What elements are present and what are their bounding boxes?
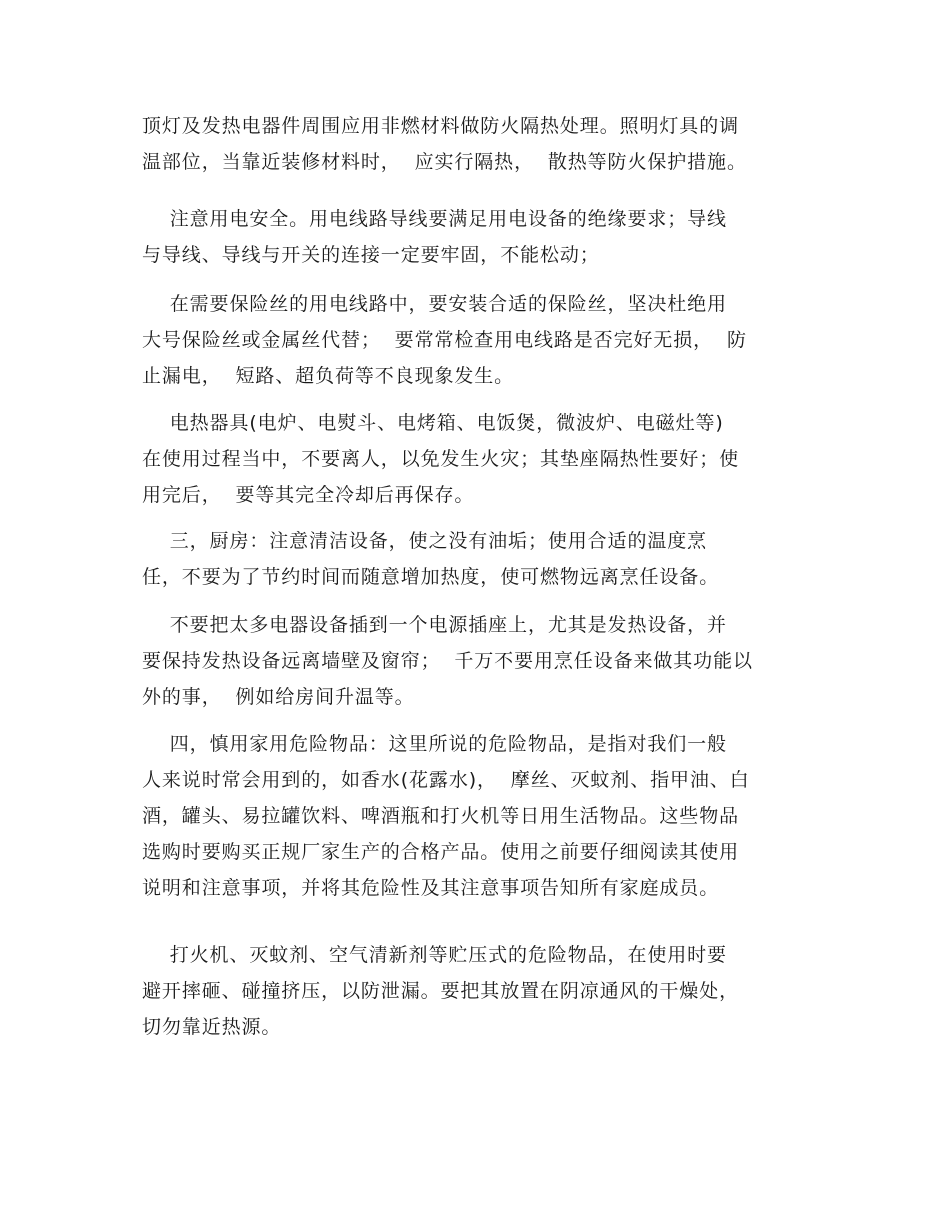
paragraph-line: 人来说时常会用到的，如香水(花露水)， 摩丝、灭蚊剂、指甲油、白	[142, 769, 750, 791]
paragraph-line: 顶灯及发热电器件周围应用非燃材料做防火隔热处理。照明灯具的调	[142, 115, 740, 137]
paragraph-3	[142, 286, 808, 394]
paragraph-8	[142, 937, 808, 1045]
paragraph-4	[142, 405, 808, 513]
paragraph-line: 外的事， 例如给房间升温等。	[142, 686, 415, 708]
paragraph-line: 避开摔砸、碰撞挤压，以防泄漏。要把其放置在阴凉通风的干燥处，	[142, 980, 740, 1002]
paragraph-5	[142, 523, 808, 595]
paragraph-line: 止漏电， 短路、超负荷等不良现象发生。	[142, 365, 515, 387]
paragraph-line: 酒，罐头、易拉罐饮料、啤酒瓶和打火机等日用生活物品。这些物品	[142, 805, 740, 827]
paragraph-line: 在需要保险丝的用电线路中，要安装合适的保险丝，坚决杜绝用	[142, 293, 727, 315]
paragraph-line: 打火机、灭蚊剂、空气清新剂等贮压式的危险物品，在使用时要	[142, 944, 727, 966]
paragraph-line: 不要把太多电器设备插到一个电源插座上，尤其是发热设备，并	[142, 614, 727, 636]
paragraph-line: 切勿靠近热源。	[142, 1016, 282, 1038]
paragraph-line: 电热器具(电炉、电熨斗、电烤箱、电饭煲，微波炉、电磁灶等)	[142, 412, 724, 434]
paragraph-line: 大号保险丝或金属丝代替； 要常常检查用电线路是否完好无损， 防	[142, 329, 747, 351]
paragraph-line: 在使用过程当中，不要离人，以免发生火灾；其垫座隔热性要好；使	[142, 448, 740, 470]
paragraph-7	[142, 726, 808, 906]
paragraph-line: 任，不要为了节约时间而随意增加热度，使可燃物远离烹任设备。	[142, 566, 720, 588]
paragraph-2	[142, 201, 808, 273]
paragraph-1	[142, 108, 808, 180]
paragraph-line: 与导线、导线与开关的连接一定要牢固，不能松动；	[142, 244, 600, 266]
paragraph-line: 注意用电安全。用电线路导线要满足用电设备的绝缘要求；导线	[142, 208, 727, 230]
paragraph-line: 用完后， 要等其完全冷却后再保存。	[142, 484, 475, 506]
paragraph-line: 要保持发热设备远离墙壁及窗帘； 千万不要用烹任设备来做其功能以	[142, 650, 753, 672]
paragraph-6	[142, 607, 808, 715]
paragraph-line: 说明和注意事项，并将其危险性及其注意事项告知所有家庭成员。	[142, 877, 720, 899]
paragraph-line: 三，厨房：注意清洁设备，使之没有油垢；使用合适的温度烹	[142, 530, 708, 552]
paragraph-line: 选购时要购买正规厂家生产的合格产品。使用之前要仔细阅读其使用	[142, 841, 740, 863]
document-body	[142, 108, 808, 1038]
paragraph-line: 四，慎用家用危险物品：这里所说的危险物品，是指对我们一般	[142, 733, 727, 755]
paragraph-line: 温部位，当靠近装修材料时， 应实行隔热， 散热等防火保护措施。	[142, 151, 747, 173]
